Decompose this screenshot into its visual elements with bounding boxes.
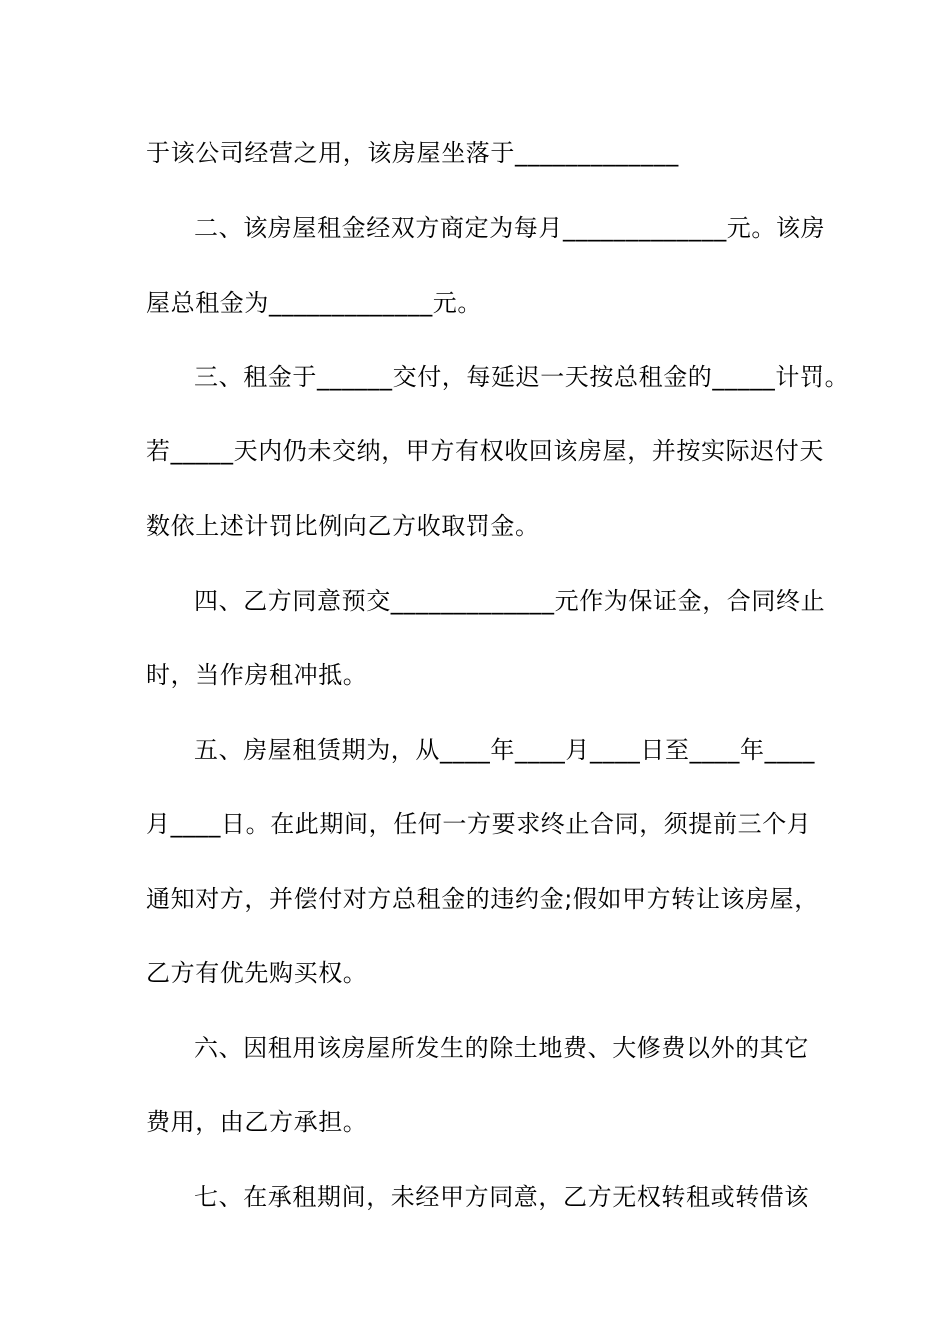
clause-7-line: 七、在承租期间，未经甲方同意，乙方无权转租或转借该 bbox=[194, 1183, 809, 1211]
text-line: 于该公司经营之用，该房屋坐落于_____________ bbox=[146, 139, 679, 167]
text-line: 时，当作房租冲抵。 bbox=[146, 661, 368, 689]
text-line: 屋总租金为_____________元。 bbox=[146, 289, 482, 317]
clause-4-line: 四、乙方同意预交_____________元作为保证金，合同终止 bbox=[194, 587, 826, 615]
text-line: 费用，由乙方承担。 bbox=[146, 1108, 368, 1136]
text-line: 乙方有优先购买权。 bbox=[146, 959, 368, 987]
text-line: 若_____天内仍未交纳，甲方有权收回该房屋，并按实际迟付天 bbox=[146, 437, 824, 465]
text-line: 数依上述计罚比例向乙方收取罚金。 bbox=[146, 512, 540, 540]
clause-5-line: 五、房屋租赁期为，从____年____月____日至____年____ bbox=[194, 736, 815, 764]
text-line: 月____日。在此期间，任何一方要求终止合同，须提前三个月 bbox=[146, 810, 812, 838]
clause-3-line: 三、租金于______交付，每延迟一天按总租金的_____计罚。 bbox=[194, 363, 850, 391]
text-line: 通知对方，并偿付对方总租金的违约金;假如甲方转让该房屋， bbox=[146, 885, 819, 913]
clause-6-line: 六、因租用该房屋所发生的除土地费、大修费以外的其它 bbox=[194, 1034, 809, 1062]
clause-2-line: 二、该房屋租金经双方商定为每月_____________元。该房 bbox=[194, 214, 826, 242]
